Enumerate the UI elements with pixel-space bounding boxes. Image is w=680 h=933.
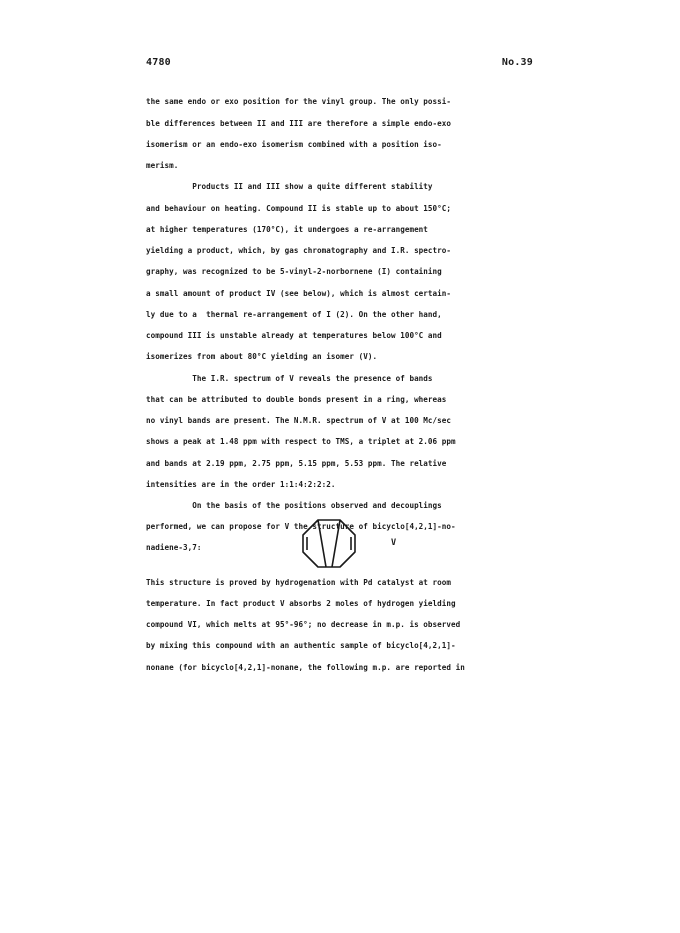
text-line: This structure is proved by hydrogenation with Pd catalyst at room — [146, 578, 452, 587]
text-line: nonane (for bicyclo[4,2,1]-nonane, the following m.p. are reported in — [146, 663, 465, 672]
outer-ring — [303, 520, 355, 567]
compound-label: V — [391, 538, 397, 548]
text-line: that can be attributed to double bonds present in a ring, whereas — [146, 395, 447, 404]
text-line: by mixing this compound with an authentic sample of bicyclo[4,2,1]- — [146, 641, 456, 650]
text-line: shows a peak at 1.48 ppm with respect to TMS, a triplet at 2.06 ppm — [146, 437, 456, 446]
bridge-bond-right — [332, 520, 340, 567]
text-line: no vinyl bands are present. The N.M.R. spectrum of V at 100 Mc/sec — [146, 416, 452, 425]
text-line: nadiene-3,7: — [146, 543, 202, 552]
text-line: intensities are in the order 1:1:4:2:2:2. — [146, 480, 336, 489]
text-line: ly due to a thermal re-arrangement of I (2). On the other hand, — [146, 310, 442, 319]
bridge-bond-left — [318, 520, 326, 567]
text-line: ble differences between II and III are therefore a simple endo-exo — [146, 119, 452, 128]
text-line: isomerism or an endo-exo isomerism combined with a position iso- — [146, 140, 442, 149]
text-line: temperature. In fact product V absorbs 2 moles of hydrogen yielding — [146, 599, 456, 608]
text-line: merism. — [146, 161, 179, 170]
text-line: The I.R. spectrum of V reveals the presence of bands — [146, 374, 433, 383]
text-line: the same endo or exo position for the vinyl group. The only possi- — [146, 97, 452, 106]
text-line: performed, we can propose for V the structure of bicyclo[4,2,1]-no- — [146, 522, 456, 531]
text-line: On the basis of the positions observed and decouplings — [146, 501, 442, 510]
text-line: a small amount of product IV (see below), which is almost certain- — [146, 289, 452, 298]
text-line: isomerizes from about 80°C yielding an isomer (V). — [146, 352, 378, 361]
text-line: compound III is unstable already at temperatures below 100°C and — [146, 331, 442, 340]
text-line: and bands at 2.19 ppm, 2.75 ppm, 5.15 ppm, 5.53 ppm. The relative — [146, 459, 447, 468]
text-line: graphy, was recognized to be 5-vinyl-2-norbornene (I) containing — [146, 267, 442, 276]
text-line: and behaviour on heating. Compound II is stable up to about 150°C; — [146, 204, 452, 213]
text-line: yielding a product, which, by gas chromatography and I.R. spectro- — [146, 246, 452, 255]
text-line: compound VI, which melts at 95°-96°; no decrease in m.p. is observed — [146, 620, 461, 629]
journal-number: No.39 — [501, 57, 533, 68]
bicyclononadiene-structure — [296, 515, 360, 571]
page-number: 4780 — [146, 57, 171, 68]
text-line: at higher temperatures (170°C), it undergoes a re-arrangement — [146, 225, 428, 234]
text-line: Products II and III show a quite different stability — [146, 182, 433, 191]
